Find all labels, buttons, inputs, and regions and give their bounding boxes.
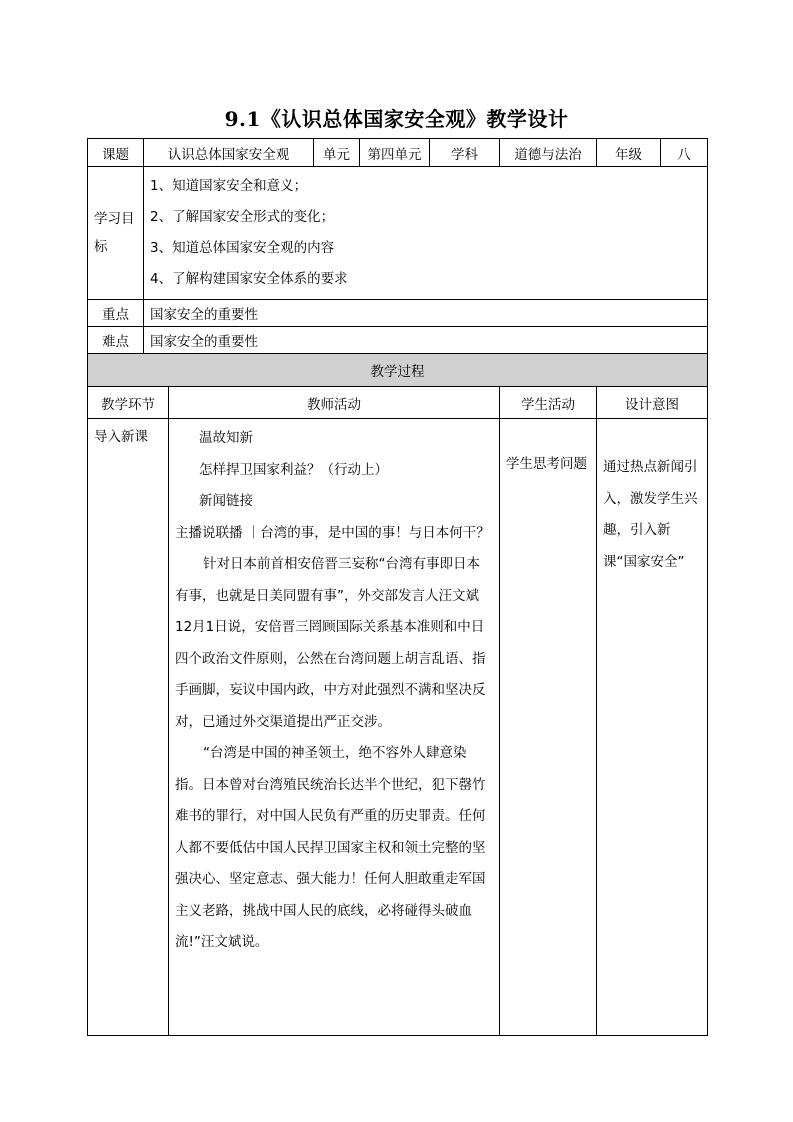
topic-label: 课题 (88, 139, 144, 167)
teacher-line: 新闻链接 (199, 493, 253, 509)
process-columns-row (88, 387, 708, 419)
page-title: 9.1《认识总体国家安全观》教学设计 (224, 107, 569, 131)
column-stage: 教学环节 (88, 387, 169, 419)
column-student: 学生活动 (500, 387, 597, 419)
objective-item: 4、了解构建国家安全体系的要求 (150, 271, 348, 287)
objectives-row (88, 167, 708, 300)
key-point-value: 国家安全的重要性 (144, 300, 708, 327)
stage-cell: 导入新课 (88, 419, 169, 1036)
news-paragraph: “台湾是中国的神圣领土，绝不容外人肆意染指。日本曾对台湾殖民统治长达半个世纪，犯下罄竹难书的罪行，对中国人民负有严重的历史罪责。任何人都不要低估中国人民捍卫国家主权和领土完整的坚强决心、坚定意志、强大能力！任何人胆敢重走军国主义老路，挑战中国人民的底线，必将碰得头破血流!”汪文斌说。 (175, 745, 486, 950)
column-design: 设计意图 (597, 387, 708, 419)
column-teacher: 教师活动 (169, 387, 500, 419)
objective-item: 2、了解国家安全形式的变化； (150, 209, 335, 225)
unit-value: 第四单元 (360, 139, 430, 167)
process-header-row (88, 354, 708, 387)
design-intent-cell: 通过热点新闻引入，激发学生兴趣，引入新课“国家安全” (597, 419, 708, 1036)
topic-value: 认识总体国家安全观 (144, 139, 314, 167)
difficult-point-value: 国家安全的重要性 (144, 327, 708, 354)
subject-value: 道德与法治 (500, 139, 597, 167)
objective-item: 3、知道总体国家安全观的内容 (150, 240, 335, 256)
difficult-point-label: 难点 (88, 327, 144, 354)
student-activity-cell: 学生思考问题 (500, 419, 597, 1036)
objectives-label: 学习目标 (88, 167, 144, 300)
key-point-label: 重点 (88, 300, 144, 327)
news-headline: 主播说联播 ｜台湾的事，是中国的事！与日本何干？ (175, 524, 490, 541)
teacher-line: 怎样捍卫国家利益？（行动上） (199, 461, 388, 478)
news-paragraph: 针对日本前首相安倍晋三妄称“台湾有事即日本有事，也就是日美同盟有事”，外交部发言人汪文斌12月1日说，安倍晋三罔顾国际关系基本准则和中日四个政治文件原则，公然在台湾问题上胡言乱语、指手画脚，妄议中国内政，中方对此强烈不满和坚决反对，已通过外交渠道提出严正交涉。 (175, 556, 486, 730)
objectives-list (144, 167, 708, 300)
teacher-line: 温故知新 (199, 430, 253, 446)
meta-row (88, 139, 708, 167)
grade-value: 八 (661, 139, 708, 167)
lesson-plan-table (87, 138, 708, 1036)
process-header: 教学过程 (88, 354, 708, 387)
key-point-row (88, 300, 708, 327)
difficult-point-row (88, 327, 708, 354)
grade-label: 年级 (597, 139, 661, 167)
teacher-activity-cell (169, 419, 500, 1036)
objective-item: 1、知道国家安全和意义； (150, 178, 308, 194)
subject-label: 学科 (430, 139, 500, 167)
process-body-row (88, 419, 708, 1036)
unit-label: 单元 (314, 139, 360, 167)
